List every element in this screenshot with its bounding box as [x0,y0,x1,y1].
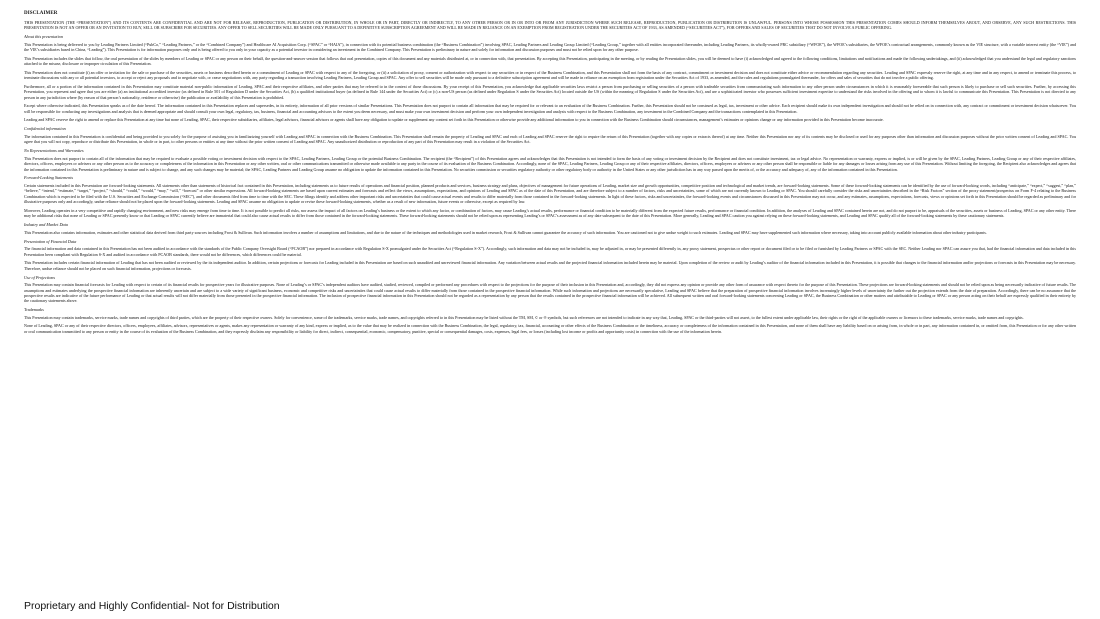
paragraph: This Presentation includes certain financial information of Leading that has not been audited or reviewed by the its independent auditor. In addition, certain projections or forecasts for Leading included in this Presentation are based on such unaudited and unreviewed financial information. Any variation between actual results and the projected financial information included herein may be material. Upon completion of the review or audit by Leading’s auditor of the financial information included in this Presentation, it is possible that changes to the financial information and/or projections or forecasts in this Presentation may be necessary. Therefore, undue reliance should not be placed on such financial information, projections or forecasts. [24,260,1076,271]
paragraph: This Presentation also contains information, estimates and other statistical data derived from third party sources including Frost & Sullivan. Such information involves a number of assumptions and limitations, and due to the nature of the techniques and methodologies used in market research, Frost & Sullivan cannot guarantee the accuracy of such information. You are cautioned not to give undue weight to such estimates. Leading and SPAC may have supplemented such information where necessary, taking into account publicly available information about other industry participants. [24,229,987,235]
section-heading-industry: Industry and Market Data [24,222,68,228]
paragraph: This Presentation does not purport to contain all of the information that may be required to evaluate a possible voting or investment decision with respect to the SPAC, Leading Partners, Leading Group or the potential Business Combination. The recipient (the “Recipient”) of this Presentation agrees and acknowledges that this Presentation is not intended to form the basis of any voting or investment decision by the Recipient and does not constitute investment, tax or legal advice. No representation or warranty, express or implied, is or will be given by the SPAC, Leading Partners, Leading Group or any of their respective affiliates, directors, officers, employees or advisers or any other person as to the accuracy or completeness of the information in this Presentation or any other written, oral or other communications transmitted or otherwise made available to any party in the course of its evaluation of the Business Combination. Accordingly, none of the SPAC, Leading Partners, Leading Group or any of their respective affiliates, directors, officers, employees or advisers or any other person shall be responsible or liable for any damages or losses arising from any use of this Presentation. Without limiting the foregoing, the Recipient also acknowledges and agrees that the information contained in this Presentation is preliminary in nature and is subject to change, and any such changes may be material; the SPAC, Leading Partners and Leading Group assume no obligation to update the information contained in this Presentation. No securities commission or securities regulatory authority or other regulatory body or authority in the United States or any other jurisdiction has in any way passed upon the merits of, or the accuracy and adequacy of, any of the information contained in this Presentation. [24,155,1076,172]
disclaimer-intro: THIS PRESENTATION (THE “PRESENTATION”) AND ITS CONTENTS ARE CONFIDENTIAL AND ARE NOT FOR RELEASE, REPRODUCTION, PUBLICATION OR DISTRIBUTION, IN WHOLE OR IN PART, DIRECTLY OR INDIRECTLY, TO ANY OTHER PERSON OR IN OR INTO OR FROM ANY JURISDICTION WHERE SUCH RELEASE, REPRODUCTION, PUBLICATION OR DISTRIBUTION IS UNLAWFUL. PERSONS INTO WHOSE POSSESSION THIS PRESENTATION COMES SHOULD INFORM THEMSELVES ABOUT, AND OBSERVE, ANY SUCH RESTRICTIONS. THIS PRESENTATION IS NOT AN OFFER OR AN INVITATION TO BUY, SELL OR SUBSCRIBE FOR SECURITIES. ANY OFFER TO SELL SECURITIES WILL BE MADE ONLY PURSUANT TO A DEFINITIVE SUBSCRIPTION AGREEMENT AND WILL BE MADE IN RELIANCE ON AN EXEMPTION FROM REGISTRATION UNDER THE SECURITIES ACT OF 1933, AS AMENDED (“SECURITIES ACT”), FOR OFFERS AND SALES OF SECURITIES THAT DO NOT INVOLVE A PUBLIC OFFERING. [24,20,1076,31]
paragraph: Leading and SPAC reserve the right to amend or replace this Presentation at any time but none of Leading, SPAC, their respective subsidiaries, affiliates, legal advisors, financial advisors or agents shall have any obligation to update or supplement any content set forth in this Presentation or otherwise provide any additional information to you in connection with the Business Combination should circumstances, management’s estimates or opinions change or any information provided in this Presentation become inaccurate. [24,117,884,123]
section-heading-no-representations: No Representations and Warranties [24,148,84,154]
section-heading-projections: Use of Projections [24,274,56,280]
paragraph: None of Leading, SPAC or any of their respective directors, officers, employees, affiliates, advisors, representatives or agents, makes any representation or warranty of any kind, express or implied, as to the value that may be realized in connection with the Business Combination, the legal, regulatory, tax, financial, accounting or other effects of the Business Combination or the timeliness, accuracy or completeness of the information contained in this Presentation, and none of them shall have any liability based on or arising from, in whole or in part, any information contained in, or omitted from, this Presentation or for any other written or oral communication transmitted to any person or entity in the course of its evaluation of the Business Combination, and they expressly disclaim any responsibility or liability for direct, indirect, consequential, economic, compensatory, punitive, special or consequential damages, costs, expenses, legal fees, or losses (including lost income or profits and opportunity costs) in connection with the use of the information herein. [24,323,1076,334]
paragraph: This Presentation may contain trademarks, service marks, trade names and copyrights of third parties, which are the property of their respective owners. Solely for convenience, some of the trademarks, service marks, trade names, and copyrights referred to in this Presentation may be listed without the TM, SM, © or ® symbols, but such references are not intended to indicate in any way that, Leading, SPAC or the third-parties will not assert, to the fullest extent under applicable law, their rights or the right of the applicable owners or licensors to these trademarks, service marks, trade names and copyrights. [24,314,1024,320]
paragraph: The financial information and data contained in this Presentation has not been audited in accordance with the standards of the Public Company Oversight Board (“PCAOB”) nor prepared in accordance with Regulation S-X promulgated under the Securities Act (“Regulation S-X”). Accordingly, such information and data may not be included in, may be adjusted in, or may be presented differently in, any proxy statement, prospectus or other report or document filed or to be filed or furnished by Leading Partners or SPAC with the SEC. Neither Leading nor SPAC can assure you that, had the financial information and data included in this Presentation been compliant with Regulation S-X and audited in accordance with PCAOB standards, there would not be differences, which differences could be material. [24,246,1076,257]
section-heading-forward-looking: Forward-Looking Statements [24,175,74,181]
paragraph: Furthermore, all or a portion of the information contained in this Presentation may constitute material non-public information of Leading, SPAC and their respective affiliates, and other parties that may be referred to in the context of those discussions. By your receipt of this Presentation, you acknowledge that applicable securities laws restrict a person from purchasing or selling securities of a person with tradeable securities from communicating such information to any other person under circumstances in which it is reasonably foreseeable that such person is likely to purchase or sell such securities. Further, by accessing this Presentation, you represent and agree that you are either (a) an institutional accredited investor (as defined in Rule 501 of Regulation D under the Securities Act, (b) a qualified institutional buyer (as defined in Rule 144 under the Securities Act) or (c) a non-US person (as defined under Regulation S under the Securities Act) located outside the US (within the meaning of Regulation S under the Securities Act), and are a sophisticated investor who possesses sufficient investment expertise to understand the risks involved in the offering and to whom it is lawful to communicate this Presentation. This Presentation is not directed to any person in any jurisdiction where (by reason of that person’s nationality, residence or otherwise) the publication or availability of this Presentation is prohibited. [24,83,1076,100]
paragraph: Except where otherwise indicated, this Presentation speaks as of the date hereof. The information contained in this Presentation replaces and supersedes, in its entirety, information of all prior versions of similar Presentations. This Presentation does not purport to contain all information that may be required for or relevant to an evaluation of the Business Combination. Further, this Presentation should not be construed as legal, tax, investment or other advice. Each recipient should make its own independent investigation and should not be relied on in connection with, any contract or commitment or investment decision whatsoever. You will be responsible for conducting any investigations and analysis that is deemed appropriate and should consult your own legal, regulatory, tax, business, financial and accounting advisors to the extent you deem necessary, and must make your own investment decision and perform your own independent investigation and analysis with respect to the Business Combination, any investment in the Combined Company and the transactions contemplated in this Presentation. [24,103,1076,114]
disclaimer-title: DISCLAIMER [24,11,58,16]
section-heading-trademarks: Trademarks [24,307,44,313]
footer-confidentiality-notice: Proprietary and Highly Confidential- Not for Distribution [24,600,280,612]
paragraph: Moreover, Leading operates in a very competitive and rapidly changing environment, and new risks may emerge from time to time. It is not possible to predict all risks, nor assess the impact of all factors on Leading’s business or the extent to which any factor, or combination of factors, may cause Leading’s actual results, performance or financial condition to be materially different from the expected future results, performance or financial condition. In addition, the analyses of Leading and SPAC contained herein are not, and do not purport to be, appraisals of the securities, assets or business of Leading, SPAC or any other entity. There may be additional risks that none of Leading or SPAC presently know or that Leading or SPAC currently believe are immaterial that could also cause actual results to differ from those contained in the forward-looking statements. These forward-looking statements should not be relied upon as representing Leading’s or SPAC’s assessment as of any date subsequent to the date of this Presentation. More generally, Leading and SPAC caution you against relying on these forward-looking statements, and Leading and SPAC qualify all of the forward-looking statements by these cautionary statements. [24,207,1076,219]
paragraph: The information contained in this Presentation is confidential and being provided to you solely for the purpose of assisting you in familiarizing yourself with Leading and SPAC in connection with the Business Combination. This Presentation shall remain the property of Leading and SPAC and each of Leading and SPAC reserve the right to require the return of this Presentation (together with any copies or extracts thereof) at any time. Neither this Presentation nor any of its contents may be disclosed or used for any purposes other than information and discussion purposes without the prior written consent of Leading and SPAC. You agree that you will not copy, reproduce or distribute this Presentation, in whole or in part, to other persons or entities at any time without the prior written consent of Leading and SPAC. Any unauthorized distribution or reproduction of any part of this Presentation may result in a violation of the Securities Act. [24,133,1076,145]
section-heading-financial-data: Presentation of Financial Data [24,238,77,244]
disclaimer-document [24,10,1076,528]
paragraph: This Presentation includes the slides that follow, the oral presentation of the slides by members of Leading or SPAC or any person on their behalf, the question-and-answer session that follows that oral presentation, copies of this document and any materials distributed at, or in connection with, that presentation. By accepting this Presentation, participating in the meeting, or by reading the Presentation slides, you will be deemed to have (i) acknowledged and agreed to the following conditions, limitations and notifications and made the following undertakings, and (ii) acknowledged that you understand the legal and regulatory sanctions attached to the misuse, disclosure or improper circulation of this Presentation. [24,55,1076,67]
section-heading-confidential: Confidential information [24,126,66,132]
paragraph: This Presentation does not constitute (i) an offer or invitation for the sale or purchase of the securities, assets or business described herein or a commitment of Leading or SPAC with respect to any of the foregoing, or (ii) a solicitation of proxy, consent or authorization with respect to any securities or in respect of the Business Combination, and this Presentation shall not form the basis of any contract, commitment or investment decision and does not constitute either advice or recommendation regarding any securities. Leading and SPAC expressly reserve the right, at any time and in any respect, to amend or terminate this process, to terminate discussions with any or all potential investors, to accept or reject any proposals and to negotiate with, or cease negotiations with, any party regarding a transaction involving Leading Partners, Leading Group and SPAC. Any offer to sell securities will be made only pursuant to a definitive subscription agreement and will be made in reliance on an exemption from registration under the Securities Act of 1933, as amended, and the rules and regulations promulgated thereunder, for offers and sales of securities that do not involve a public offering. [24,69,1076,81]
paragraph: This Presentation is being delivered to you by Leading Partners Limited (“PubCo,” “Leading Partners,” or the “Combined Company”) and Healthcare AI Acquisition Corp. (“SPAC” or “HAIA”), in connection with its potential business combination (the “Business Combination”) involving SPAC, Leading Partners and Leading Group Limited (“Leading Group,” together with all entities incorporated thereunder, including Leading Partners, its wholly-owned PRC subsidiary (“WFOE”), the WFOE’s subsidiaries, the WFOE’s contractual arrangements, commonly known as the VIE structure, with a variable interest entity (the “VIE”) and the VIE’s subsidiaries based in China, “Leading”). This Presentation is for information purposes only and is being offered to you only in your capacity as a potential investor in considering an investment in the Combined Company. This Presentation is preliminary in nature and solely for information and discussion purposes and must not be relied upon for any other purpose. [24,41,1076,53]
section-heading-about: About this presentation [24,34,63,40]
paragraph: Certain statements included in this Presentation are forward-looking statements. All statements other than statements of historical fact contained in this Presentation, including statements as to future results of operations and financial position, planned products and services, business strategy and plans, objectives of management for future operations of Leading, market size and growth opportunities, competitive position and technological and market trends, are forward-looking statements. Some of these forward-looking statements can be identified by the use of forward-looking words, including “anticipate,” “expect,” “suggest,” “plan,” “believe,” “intend,” “estimate,” “target,” “project,” “should,” “could,” “would,” “may,” “will,” “forecast” or other similar expressions. All forward-looking statements are based upon current estimates and forecasts and reflect the views, assumptions, expectations, and opinions of Leading and SPAC as of the date of this Presentation, and are therefore subject to a number of factors, risks and uncertainties, some of which are not currently known to Leading or SPAC. You should carefully consider the risks and uncertainties described in the “Risk Factors” section of the proxy statement/prospectus on Form F-4 relating to the Business Combination which is expected to be filed with the U.S. Securities and Exchange Commission (“SEC”), and other documents filed from time to time with the SEC. These filings identify and address other important risks and uncertainties that could cause actual events and results to differ materially from those contained in the forward-looking statements. In light of these factors, risks and uncertainties, the forward-looking events and circumstances discussed in this Presentation may not occur, and any estimates, assumptions, expectations, forecasts, views or opinions set forth in this Presentation should be regarded as preliminary and for illustrative purposes only and accordingly, undue reliance should not be placed upon the forward-looking statements. Leading and SPAC assume no obligation to update or revise these forward-looking statements, whether as a result of new information, future events or otherwise, except as required by law. [24,183,1076,205]
paragraph: This Presentation may contain financial forecasts for Leading with respect to certain of its financial results for prospective years for illustrative purposes. None of Leading’s or SPAC’s independent auditors have audited, studied, reviewed, compiled or performed any procedures with respect to the projections for the purpose of their inclusion in this Presentation and, accordingly, they did not express any opinion or provide any other form of assurance with respect thereto for the purpose of this Presentation. These projections are forward-looking statements and should not be relied upon as being necessarily indicative of future results. The assumptions and estimates underlying the prospective financial information are inherently uncertain and are subject to a wide variety of significant business, economic and competitive risks and uncertainties that could cause actual results to differ materially from those contained in the prospective financial information. While such information and projections are necessarily speculative, Leading and SPAC believe that the preparation of prospective financial information involves increasingly higher levels of uncertainty the further out the projection extends from the date of preparation. Accordingly, there can be no assurance that the prospective results are indicative of the future performance of Leading or that actual results will not differ materially from those presented in the prospective financial information. The inclusion of prospective financial information in this Presentation should not be regarded as a representation by any person that the results contained in the prospective financial information will be achieved. All subsequent written and oral forward-looking statements concerning Leading or SPAC, the Business Combination or other matters and attributable to Leading or SPAC or any person acting on their behalf are expressly qualified in their entirety by the cautionary statements above. [24,282,1076,304]
